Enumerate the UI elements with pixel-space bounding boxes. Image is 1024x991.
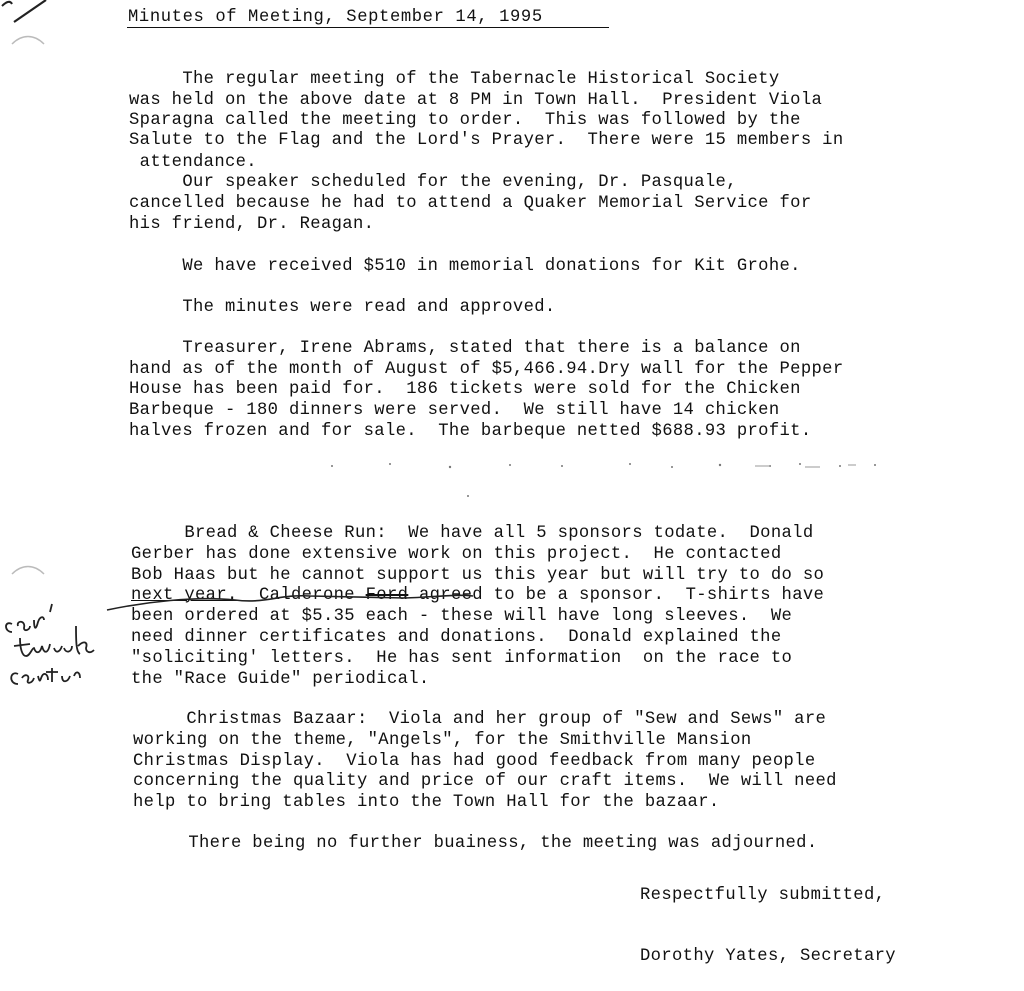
- treasurer-line-5: halves frozen and for sale. The barbeque netted $688.93 profit.: [129, 422, 812, 441]
- minutes-line: The minutes were read and approved.: [129, 298, 556, 317]
- bread-line-8: the "Race Guide" periodical.: [131, 670, 430, 689]
- bread-line-2: Gerber has done extensive work on this project. He contacted: [131, 545, 782, 564]
- bread-line-1: Bread & Cheese Run: We have all 5 sponsors todate. Donald: [131, 524, 814, 543]
- bazaar-line-4: concerning the quality and price of our craft items. We will need: [133, 772, 837, 791]
- sponsor-text: agreed to be a sponsor. T-shirts have: [408, 586, 825, 605]
- treasurer-line-2: hand as of the month of August of $5,466.94.Dry wall for the Pepper: [129, 360, 844, 379]
- scan-noise: [300, 458, 900, 502]
- treasurer-line-1: Treasurer, Irene Abrams, stated that there is a balance on: [129, 339, 801, 358]
- adjourned-line: There being no further buainess, the meeting was adjourned.: [135, 834, 818, 853]
- bazaar-line-2: working on the theme, "Angels", for the Smithville Mansion: [133, 731, 752, 750]
- bazaar-line-5: help to bring tables into the Town Hall for the bazaar.: [133, 793, 720, 812]
- opening-line-4: Salute to the Flag and the Lord's Prayer. There were 15 members in: [129, 131, 844, 150]
- speaker-line-3: his friend, Dr. Reagan.: [129, 215, 375, 234]
- title-underline: [127, 27, 609, 28]
- calderone-text: Calderone: [237, 586, 366, 605]
- struck-word: Ford: [365, 586, 409, 605]
- speaker-line-2: cancelled because he had to attend a Quaker Memorial Service for: [129, 194, 812, 213]
- opening-line-1: The regular meeting of the Tabernacle Historical Society: [129, 70, 780, 89]
- bread-line-3: Bob Haas but he cannot support us this year but will try to do so: [131, 566, 825, 585]
- handwritten-margin-note: [0, 590, 100, 700]
- hole-punch-arc-top: [8, 30, 48, 50]
- treasurer-line-3: House has been paid for. 186 tickets were sold for the Chicken: [129, 380, 801, 399]
- bread-line-7: "soliciting' letters. He has sent information on the race to: [131, 649, 793, 668]
- bazaar-line-3: Christmas Display. Viola has had good feedback from many people: [133, 752, 816, 771]
- donations-line: We have received $510 in memorial donations for Kit Grohe.: [129, 257, 801, 276]
- signature-line: Dorothy Yates, Secretary: [640, 947, 896, 966]
- opening-line-3: Sparagna called the meeting to order. This was followed by the: [129, 111, 801, 130]
- bread-line-6: need dinner certificates and donations. Donald explained the: [131, 628, 782, 647]
- closing-line: Respectfully submitted,: [640, 886, 886, 905]
- bread-line-5: been ordered at $5.35 each - these will have long sleeves. We: [131, 607, 793, 626]
- treasurer-line-4: Barbeque - 180 dinners were served. We still have 14 chicken: [129, 401, 780, 420]
- next-year-underlined: next year.: [131, 586, 238, 605]
- handwritten-pen-line: [105, 588, 475, 618]
- document-title: Minutes of Meeting, September 14, 1995: [128, 8, 543, 27]
- speaker-line-1: Our speaker scheduled for the evening, Dr. Pasquale,: [129, 173, 737, 192]
- opening-line-2: was held on the above date at 8 PM in Town Hall. President Viola: [129, 91, 823, 110]
- hole-punch-arc-middle: [8, 560, 48, 580]
- bazaar-line-1: Christmas Bazaar: Viola and her group of "Sew and Sews" are: [133, 710, 827, 729]
- opening-line-5: attendance.: [129, 153, 257, 172]
